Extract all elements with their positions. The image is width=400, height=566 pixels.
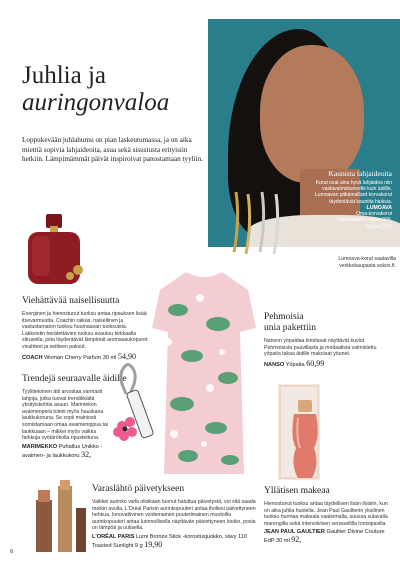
loreal-heading: Varaslähtö päivetykseen [92,484,185,494]
coach-body: Energinen ja hienostunut tuoksu antaa ripauksen lisää itsevarmuutta. Coachin raikas, naisellinen ja vastustamaton tuoksu huumaavan tuoksuista. Lakkeistin herätettävien tuoksu avautuu kirkkaalla sitrusella, joita täydentävät lämpimät aromaasukopuret vivahteet ja seitteen paksut. [22,311,148,350]
nanso-heading-line-1: Pehmoisia [264,312,304,322]
nanso-brand: NANSO [264,361,285,368]
nanso-product: Yöpaita [285,361,305,368]
loreal-price-line [92,534,257,550]
marimekko-heading: Trendejä seuraavalle äidille [22,374,127,384]
hero-caption [302,169,392,230]
nanso-heading-line-2: unia pakettiin [264,323,316,333]
keychain-image [112,360,160,454]
section-coach [22,296,150,362]
gaultier-price: 92, [291,535,302,545]
section-nanso [264,312,388,369]
hero-caption-brand: LUMOAVA [366,204,392,211]
earrings-image [226,190,288,260]
gaultier-price-line [264,529,388,545]
loreal-body: Vaikkei aurinko vielä olisikaan tuonut haluttua päivetystä, voi sitä saada meikin avulla. L'Oréal Parisin aurinkopuuteri antaa ihollesi päivettyneen hehkua. Innovatiivinen voidemainen puuterimainen muotoiltu aurinkopuuteri antaa luonnollisella näyttävän päivettyneen lookin, posia on lämpöä ja uutisella. [92,499,256,532]
loreal-price: 19,90 [144,539,163,549]
section-loreal [92,484,257,550]
gaultier-product: Gaultier Divine Couture EdP 30 ml [264,529,385,545]
title-line-2: auringonvaloa [22,89,170,116]
marimekko-body: Tyylitietoinen äiti arvostaa varmasti lahjoja, jotka tuovat trendikkäitä yksityiskohtia asuun. Marimekon avaimenperä toimii myös hauskana laukkukoruna. Se sopii mainiosti somistamaan omaa avaimenippua tai laukkuaan – mikkei myös vaikka farkkuja vyötärökolla ripustettuna. [22,389,108,442]
nanso-price: 60,99 [306,358,325,368]
coach-price: 54,90 [117,351,136,361]
page-title [22,62,202,116]
coach-brand: COACH [22,354,43,361]
hero-caption-title: Kaunista lahjaideoita [328,169,392,178]
coach-bottle-image [22,212,88,292]
marimekko-brand: MARIMEKKO [22,443,58,450]
marimekko-price: 32, [81,449,92,459]
gaultier-brand: JEAN PAUL GAULTIER [264,529,325,536]
nightdress-image [148,268,260,478]
title-line-1: Juhlia ja [22,62,107,89]
hero-caption-line-3: Hopea 229, [366,223,392,230]
hero-caption-body: Korut ovat aina hyvä lahjaidea niin vastavalmistuneelle kuin äidille. Lumoavan pitkämalliset korvakorut täydentävät kauniita hiuksia. [315,180,392,205]
gaultier-bottle-image [276,378,334,482]
section-gaultier [264,486,388,545]
marimekko-product: Puhallus Unikko -avaimen- ja laukkukoru [22,443,103,459]
coach-heading: Viehättävää naisellisuutta [22,296,120,306]
intro-text: Loppukevään juhlahumu on pian laskeutumassa, ja on aika miettiä sopivia lahjaideoita, asua sekä sisustusta erityisiin hetkiin. Lämpimämmät päivät inspiroivat panostamaan tyyliin. [22,136,204,164]
nanso-price-line [264,360,388,369]
page-number: 6 [10,549,14,555]
hero-caption-line-2: Kaitakuulaitu hopea 239, [336,217,392,224]
marimekko-price-line [22,444,114,460]
hero-caption-line-1: Oma-korvakorut [356,211,392,218]
hero-face [260,45,364,183]
coach-product: Woman Cherry Parfum 30 ml [44,354,117,361]
gaultier-body: Hienostunut tuoksu antaa täydellisen lisän iloisiin, kun on aika juhlia huolella. Jean Paul Gaultierin yksilinen tuoksu hurmaa makeala vaaleimalla, suussa sulavalla marengilla sekä intensiivisen sensuellilla tontsipavilla. [264,501,388,527]
bronzer-stick-image [30,478,90,558]
nanso-body: Nanson yöpaidaa kiroitavat näyttävät kuviot. Pehmoisista puuvillasta ja modaalista valmistettu yöpaita takaa äidille makoisat yöunet. [264,338,377,358]
photo-note: Lumoava-korut saatavilla verkkokaupasta sokos.fi. [338,256,396,269]
gaultier-heading: Yllätisen makeaa [264,486,330,496]
loreal-product: Lumi Bronze Stick -korostusjuokko, sävy 110 Toasted Sunlight 9 g [92,533,247,549]
loreal-brand: L'ORÉAL PARIS [92,533,135,540]
